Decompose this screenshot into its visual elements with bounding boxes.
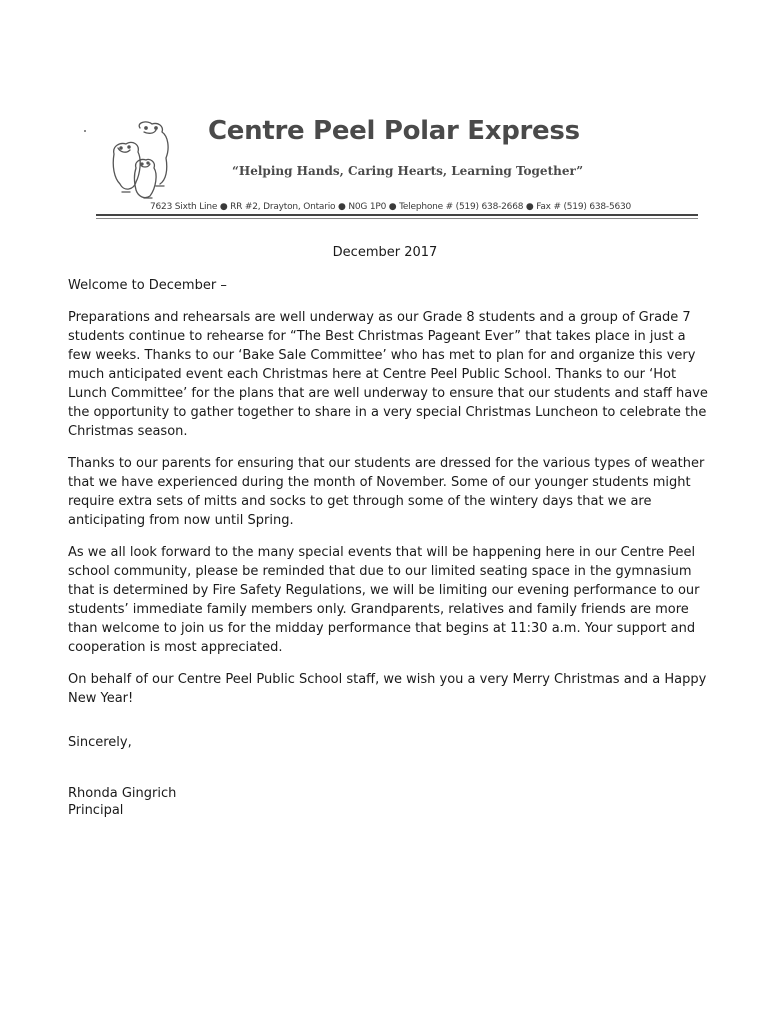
school-name: Centre Peel Polar Express bbox=[208, 116, 580, 146]
letterhead bbox=[96, 112, 698, 220]
letter-paragraph: On behalf of our Centre Peel Public School staff, we wish you a very Merry Christmas and a Happy New Year! bbox=[68, 672, 707, 706]
signature-title: Principal bbox=[68, 803, 124, 818]
letterhead-rule bbox=[96, 214, 698, 216]
school-address: 7623 Sixth Line ● RR #2, Drayton, Ontario ● N0G 1P0 ● Telephone # (519) 638-2668 ● Fax # (519) 638-5630 bbox=[150, 202, 632, 212]
letter-paragraph: As we all look forward to the many special events that will be happening here in our Centre Peel school community, please be reminded that due to our limited seating space in the gymnasium that is determined by Fire Safety Regulations, we will be limiting our evening performance to our students’ immediate family members only. Grandparents, relatives and family friends are more than welcome to join us for the midday performance that begins at 11:30 a.m. Your support and cooperation is most appreciated. bbox=[68, 545, 700, 655]
letter-paragraph: Thanks to our parents for ensuring that our students are dressed for the various types of weather that we have experienced during the month of November. Some of our younger students might require extra sets of mitts and socks to get through some of the wintery days that we are anticipating from now until Spring. bbox=[68, 456, 705, 528]
letter-greeting: Welcome to December – bbox=[68, 278, 227, 293]
letter-paragraph: Preparations and rehearsals are well underway as our Grade 8 students and a group of Grade 7 students continue to rehearse for “The Best Christmas Pageant Ever” that takes place in just a few weeks. Thanks to our ‘Bake Sale Committee’ who has met to plan for and organize this very much anticipated event each Christmas here at Centre Peel Public School. Thanks to our ‘Hot Lunch Committee’ for the plans that are well underway to ensure that our students and staff have the opportunity to gather together to share in a very special Christmas Luncheon to celebrate the Christmas season. bbox=[68, 310, 708, 439]
letter-date: December 2017 bbox=[332, 245, 438, 260]
school-motto: “Helping Hands, Caring Hearts, Learning Together” bbox=[232, 164, 584, 178]
scan-speck bbox=[84, 130, 86, 132]
polar-bears-logo-icon bbox=[110, 118, 176, 200]
letter-body bbox=[68, 243, 708, 819]
letter-closing: Sincerely, bbox=[68, 735, 132, 750]
letterhead-rule-thin bbox=[96, 218, 698, 219]
signature-name: Rhonda Gingrich bbox=[68, 786, 177, 801]
